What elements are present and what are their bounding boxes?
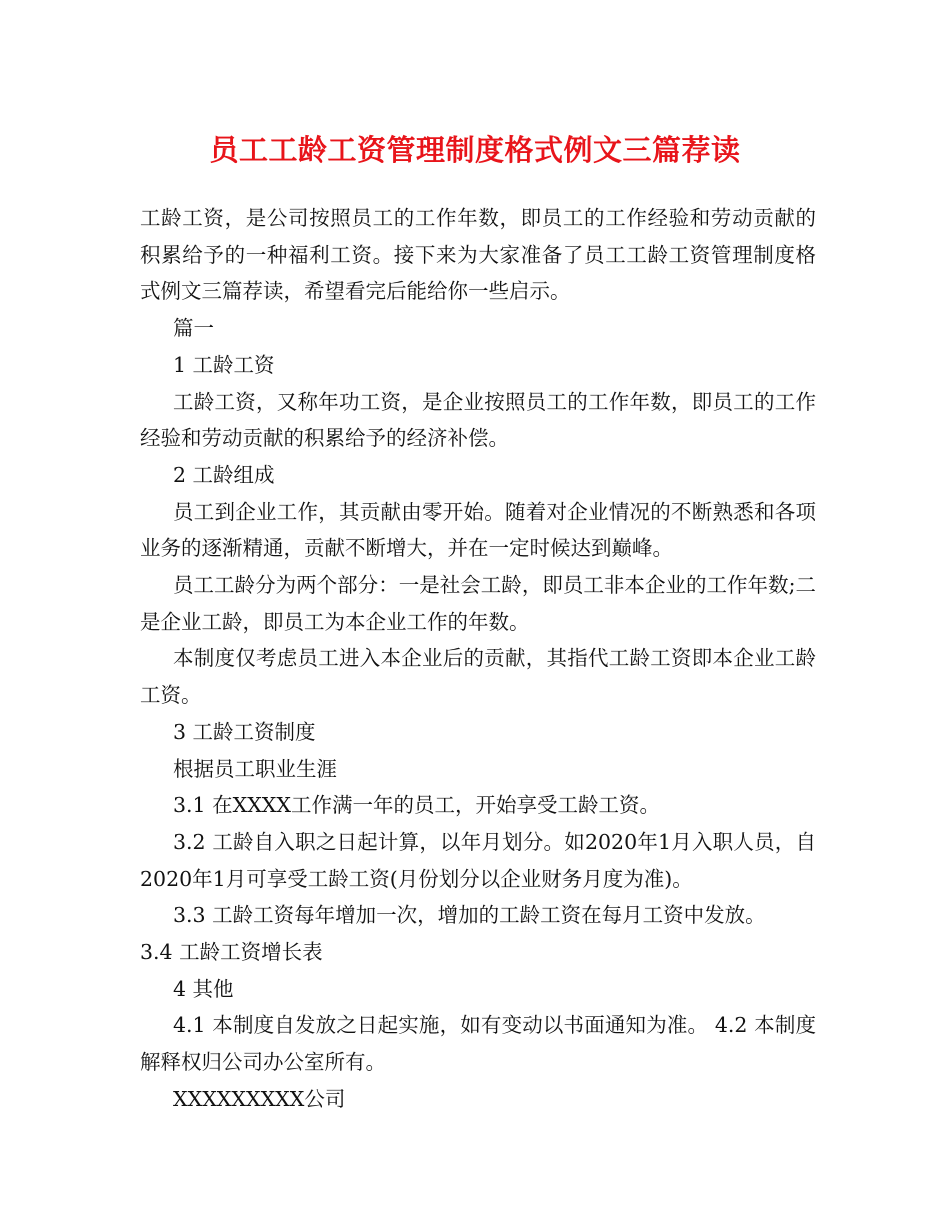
intro-paragraph: 工龄工资，是公司按照员工的工作年数，即员工的工作经验和劳动贡献的积累给予的一种福利工资。接下来为大家准备了员工工龄工资管理制度格式例文三篇荐读，希望看完后能给你一些启示。: [140, 206, 816, 304]
heading-3: 3 工龄工资制度: [173, 719, 316, 744]
section-label-part-one: 篇一: [173, 316, 214, 341]
paragraph-2-scope: 本制度仅考虑员工进入本企业后的贡献，其指代工龄工资即本企业工龄工资。: [140, 646, 816, 708]
clause-4-1-4-2: 4.1 本制度自发放之日起实施，如有变动以书面通知为准。 4.2 本制度解释权归公司办公室所有。: [140, 1013, 816, 1075]
clause-3-2: 3.2 工龄自入职之日起计算，以年月划分。如2020年1月入职人员，自2020年1月可享受工龄工资(月份划分以企业财务月度为准)。: [140, 829, 816, 891]
paragraph-2-contribution: 员工到企业工作，其贡献由零开始。随着对企业情况的不断熟悉和各项业务的逐渐精通，贡献不断增大，并在一定时候达到巅峰。: [140, 499, 816, 561]
clause-3-1: 3.1 在XXXX工作满一年的员工，开始享受工龄工资。: [173, 793, 660, 818]
paragraph-1-definition: 工龄工资，又称年功工资，是企业按照员工的工作年数，即员工的工作经验和劳动贡献的积累给予的经济补偿。: [140, 389, 816, 451]
company-signature: XXXXXXXXX公司: [173, 1086, 346, 1111]
document-body: [140, 200, 816, 1118]
clause-3-3: 3.3 工龄工资每年增加一次，增加的工龄工资在每月工资中发放。: [173, 903, 766, 928]
heading-2: 2 工龄组成: [173, 462, 275, 487]
document-title: 员工工龄工资管理制度格式例文三篇荐读: [209, 133, 741, 167]
heading-1: 1 工龄工资: [173, 352, 275, 377]
paragraph-2-seniority-parts: 员工工龄分为两个部分：一是社会工龄，即员工非本企业的工作年数;二是企业工龄，即员工为本企业工作的年数。: [140, 573, 816, 634]
heading-4: 4 其他: [173, 976, 234, 1001]
clause-3-4: 3.4 工龄工资增长表: [140, 940, 323, 965]
paragraph-3-basis: 根据员工职业生涯: [173, 756, 337, 781]
